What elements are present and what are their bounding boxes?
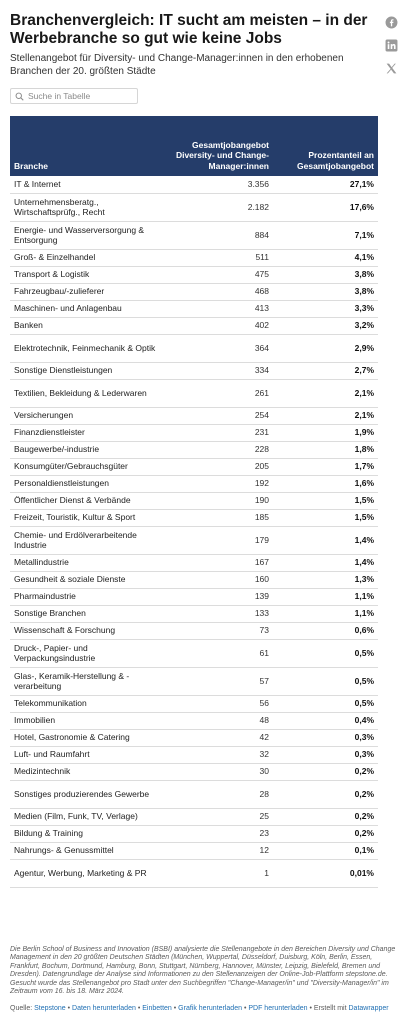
table-row	[10, 492, 378, 509]
table-row	[10, 379, 378, 407]
cell-branche: Personaldienstleistungen	[10, 475, 170, 492]
table-row	[10, 605, 378, 622]
cell-branche: Hotel, Gastronomie & Catering	[10, 729, 170, 746]
source-line	[10, 1004, 402, 1013]
cell-gesamtjobangebot: 185	[170, 509, 273, 526]
table-row	[10, 424, 378, 441]
table-row	[10, 842, 378, 859]
cell-gesamtjobangebot: 511	[170, 249, 273, 266]
table-row	[10, 283, 378, 300]
cell-prozentanteil: 0,2%	[273, 825, 378, 842]
cell-prozentanteil: 0,1%	[273, 842, 378, 859]
cell-branche: Gesundheit & soziale Dienste	[10, 571, 170, 588]
table-row	[10, 526, 378, 554]
cell-prozentanteil: 0,6%	[273, 622, 378, 639]
cell-branche: IT & Internet	[10, 176, 170, 193]
table-row	[10, 859, 378, 887]
separator: •	[309, 1005, 312, 1012]
cell-prozentanteil: 3,3%	[273, 300, 378, 317]
cell-gesamtjobangebot: 228	[170, 441, 273, 458]
linkedin-icon[interactable]	[385, 39, 398, 52]
cell-branche: Fahrzeugbau/-zulieferer	[10, 283, 170, 300]
datawrapper-link[interactable]: Datawrapper	[348, 1005, 389, 1012]
cell-gesamtjobangebot: 48	[170, 712, 273, 729]
cell-gesamtjobangebot: 475	[170, 266, 273, 283]
cell-branche: Sonstige Dienstleistungen	[10, 362, 170, 379]
search-input[interactable]	[28, 91, 133, 101]
cell-prozentanteil: 1,7%	[273, 458, 378, 475]
cell-branche: Wissenschaft & Forschung	[10, 622, 170, 639]
cell-branche: Textilien, Bekleidung & Lederwaren	[10, 379, 170, 407]
data-table	[10, 116, 378, 888]
cell-prozentanteil: 0,01%	[273, 859, 378, 887]
cell-prozentanteil: 0,2%	[273, 763, 378, 780]
cell-prozentanteil: 0,2%	[273, 780, 378, 808]
cell-prozentanteil: 1,6%	[273, 475, 378, 492]
cell-gesamtjobangebot: 160	[170, 571, 273, 588]
cell-branche: Versicherungen	[10, 407, 170, 424]
cell-gesamtjobangebot: 167	[170, 554, 273, 571]
cell-gesamtjobangebot: 261	[170, 379, 273, 407]
cell-branche: Bildung & Training	[10, 825, 170, 842]
cell-prozentanteil: 0,3%	[273, 729, 378, 746]
chart-header	[10, 12, 378, 78]
download-image-link[interactable]: Grafik herunterladen	[178, 1005, 242, 1012]
cell-gesamtjobangebot: 61	[170, 639, 273, 667]
cell-gesamtjobangebot: 413	[170, 300, 273, 317]
cell-gesamtjobangebot: 30	[170, 763, 273, 780]
cell-branche: Transport & Logistik	[10, 266, 170, 283]
cell-branche: Agentur, Werbung, Marketing & PR	[10, 859, 170, 887]
cell-gesamtjobangebot: 884	[170, 221, 273, 249]
cell-branche: Groß- & Einzelhandel	[10, 249, 170, 266]
table-row	[10, 176, 378, 193]
cell-prozentanteil: 0,3%	[273, 746, 378, 763]
cell-branche: Unternehmensberatg., Wirtschaftsprüfg., Recht	[10, 193, 170, 221]
cell-prozentanteil: 1,4%	[273, 554, 378, 571]
cell-branche: Druck-, Papier- und Verpackungsindustrie	[10, 639, 170, 667]
table-row	[10, 639, 378, 667]
table-header-row	[10, 116, 378, 176]
cell-gesamtjobangebot: 3.356	[170, 176, 273, 193]
cell-prozentanteil: 1,1%	[273, 588, 378, 605]
cell-prozentanteil: 1,1%	[273, 605, 378, 622]
table-row	[10, 249, 378, 266]
page-title: Branchenvergleich: IT sucht am meisten – in der Werbebranche so gut wie keine Jobs	[10, 12, 368, 47]
table-row	[10, 554, 378, 571]
cell-prozentanteil: 0,4%	[273, 712, 378, 729]
cell-prozentanteil: 3,8%	[273, 283, 378, 300]
cell-gesamtjobangebot: 42	[170, 729, 273, 746]
column-header-gesamtjobangebot[interactable]: Gesamtjobangebot Diversity- und Change-Manager:innen	[170, 116, 273, 176]
cell-branche: Freizeit, Touristik, Kultur & Sport	[10, 509, 170, 526]
cell-gesamtjobangebot: 133	[170, 605, 273, 622]
cell-gesamtjobangebot: 364	[170, 334, 273, 362]
table-row	[10, 193, 378, 221]
table-search[interactable]	[10, 88, 138, 104]
cell-prozentanteil: 0,5%	[273, 639, 378, 667]
cell-branche: Elektrotechnik, Feinmechanik & Optik	[10, 334, 170, 362]
cell-gesamtjobangebot: 334	[170, 362, 273, 379]
cell-prozentanteil: 2,1%	[273, 407, 378, 424]
cell-prozentanteil: 0,5%	[273, 667, 378, 695]
cell-branche: Telekommunikation	[10, 695, 170, 712]
cell-prozentanteil: 3,8%	[273, 266, 378, 283]
cell-branche: Finanzdienstleister	[10, 424, 170, 441]
cell-prozentanteil: 3,2%	[273, 317, 378, 334]
cell-prozentanteil: 1,3%	[273, 571, 378, 588]
table-row	[10, 588, 378, 605]
cell-gesamtjobangebot: 25	[170, 808, 273, 825]
cell-branche: Konsumgüter/Gebrauchsgüter	[10, 458, 170, 475]
page-subtitle: Stellenangebot für Diversity- und Change-Manager:innen in den erhobenen Branchen der 20. größten Städte	[10, 53, 344, 77]
separator: •	[243, 1005, 247, 1012]
table-row	[10, 300, 378, 317]
table-body	[10, 176, 378, 887]
cell-prozentanteil: 1,5%	[273, 509, 378, 526]
cell-prozentanteil: 27,1%	[273, 176, 378, 193]
cell-branche: Maschinen- und Anlagenbau	[10, 300, 170, 317]
cell-prozentanteil: 2,7%	[273, 362, 378, 379]
table-row	[10, 571, 378, 588]
cell-gesamtjobangebot: 190	[170, 492, 273, 509]
table-row	[10, 362, 378, 379]
cell-branche: Energie- und Wasserversorgung & Entsorgung	[10, 221, 170, 249]
cell-gesamtjobangebot: 205	[170, 458, 273, 475]
cell-gesamtjobangebot: 402	[170, 317, 273, 334]
cell-branche: Medien (Film, Funk, TV, Verlage)	[10, 808, 170, 825]
cell-branche: Chemie- und Erdölverarbeitende Industrie	[10, 526, 170, 554]
table-row	[10, 317, 378, 334]
cell-gesamtjobangebot: 2.182	[170, 193, 273, 221]
cell-gesamtjobangebot: 32	[170, 746, 273, 763]
table-row	[10, 458, 378, 475]
cell-prozentanteil: 0,2%	[273, 808, 378, 825]
cell-branche: Baugewerbe/-industrie	[10, 441, 170, 458]
cell-prozentanteil: 0,5%	[273, 695, 378, 712]
cell-gesamtjobangebot: 23	[170, 825, 273, 842]
table-row	[10, 667, 378, 695]
cell-prozentanteil: 2,9%	[273, 334, 378, 362]
share-bar	[385, 16, 399, 85]
table-row	[10, 712, 378, 729]
cell-branche: Öffentlicher Dienst & Verbände	[10, 492, 170, 509]
cell-branche: Glas-, Keramik-Herstellung & -verarbeitung	[10, 667, 170, 695]
cell-branche: Immobilien	[10, 712, 170, 729]
cell-branche: Nahrungs- & Genussmittel	[10, 842, 170, 859]
table-row	[10, 334, 378, 362]
column-header-prozentanteil[interactable]: Prozentanteil an Gesamtjobangebot	[273, 116, 378, 176]
table-row	[10, 509, 378, 526]
embed-link[interactable]: Einbetten	[142, 1005, 172, 1012]
table-row	[10, 221, 378, 249]
cell-prozentanteil: 1,5%	[273, 492, 378, 509]
download-pdf-link[interactable]: PDF herunterladen	[248, 1005, 308, 1012]
table-row	[10, 475, 378, 492]
table-row	[10, 780, 378, 808]
source-label: Quelle:	[10, 1005, 33, 1012]
cell-gesamtjobangebot: 254	[170, 407, 273, 424]
table-row	[10, 266, 378, 283]
cell-gesamtjobangebot: 28	[170, 780, 273, 808]
cell-prozentanteil: 7,1%	[273, 221, 378, 249]
cell-gesamtjobangebot: 192	[170, 475, 273, 492]
table-row	[10, 441, 378, 458]
cell-gesamtjobangebot: 139	[170, 588, 273, 605]
cell-gesamtjobangebot: 73	[170, 622, 273, 639]
cell-branche: Sonstiges produzierendes Gewerbe	[10, 780, 170, 808]
cell-gesamtjobangebot: 57	[170, 667, 273, 695]
cell-branche: Luft- und Raumfahrt	[10, 746, 170, 763]
cell-gesamtjobangebot: 179	[170, 526, 273, 554]
cell-prozentanteil: 1,4%	[273, 526, 378, 554]
footnote: Die Berlin School of Business and Innovation (BSBI) analysierte die Stellenangebote in den Bereichen Diversity und Change Management in den 20 größten Deutschen Städten (München, Wuppertal, Düsseldorf, Duisburg, Köln, Berlin, Essen, Frankfurt, Bochum, Dortmund, Hamburg, Bonn, Stuttgart, Nürnberg, Hannover, Münster, Leipzig, Bielefeld, Bremen und Dresden). Datengrundlage der Analyse sind Informationen zu den Stellenanzeigen der Online-Job-Plattform stepstone.de. Gesucht wurde das Stellenangebot pro Stadt unter den Suchbegriffen "Change-Manager/in" und "Diversity-Manager/in" im Zeitraum vom 16. bis 18. März 2024.	[10, 946, 396, 996]
source-link[interactable]: Stepstone	[34, 1005, 66, 1012]
cell-prozentanteil: 4,1%	[273, 249, 378, 266]
cell-gesamtjobangebot: 231	[170, 424, 273, 441]
table-row	[10, 695, 378, 712]
cell-prozentanteil: 17,6%	[273, 193, 378, 221]
table-row	[10, 763, 378, 780]
cell-prozentanteil: 2,1%	[273, 379, 378, 407]
cell-branche: Banken	[10, 317, 170, 334]
separator: •	[137, 1005, 141, 1012]
table-row	[10, 808, 378, 825]
table-row	[10, 622, 378, 639]
cell-branche: Metallindustrie	[10, 554, 170, 571]
table-row	[10, 729, 378, 746]
table-row	[10, 407, 378, 424]
cell-gesamtjobangebot: 1	[170, 859, 273, 887]
cell-gesamtjobangebot: 56	[170, 695, 273, 712]
table-row	[10, 825, 378, 842]
separator: •	[173, 1005, 177, 1012]
separator: •	[67, 1005, 71, 1012]
cell-prozentanteil: 1,8%	[273, 441, 378, 458]
column-header-branche[interactable]: Branche	[10, 116, 170, 176]
cell-branche: Pharmaindustrie	[10, 588, 170, 605]
x-twitter-icon[interactable]	[385, 62, 398, 75]
search-icon	[15, 92, 24, 101]
table-row	[10, 746, 378, 763]
facebook-icon[interactable]	[385, 16, 398, 29]
cell-branche: Sonstige Branchen	[10, 605, 170, 622]
cell-prozentanteil: 1,9%	[273, 424, 378, 441]
cell-gesamtjobangebot: 12	[170, 842, 273, 859]
download-data-link[interactable]: Daten herunterladen	[72, 1005, 136, 1012]
created-label: Erstellt mit	[313, 1005, 347, 1012]
cell-gesamtjobangebot: 468	[170, 283, 273, 300]
cell-branche: Medizintechnik	[10, 763, 170, 780]
